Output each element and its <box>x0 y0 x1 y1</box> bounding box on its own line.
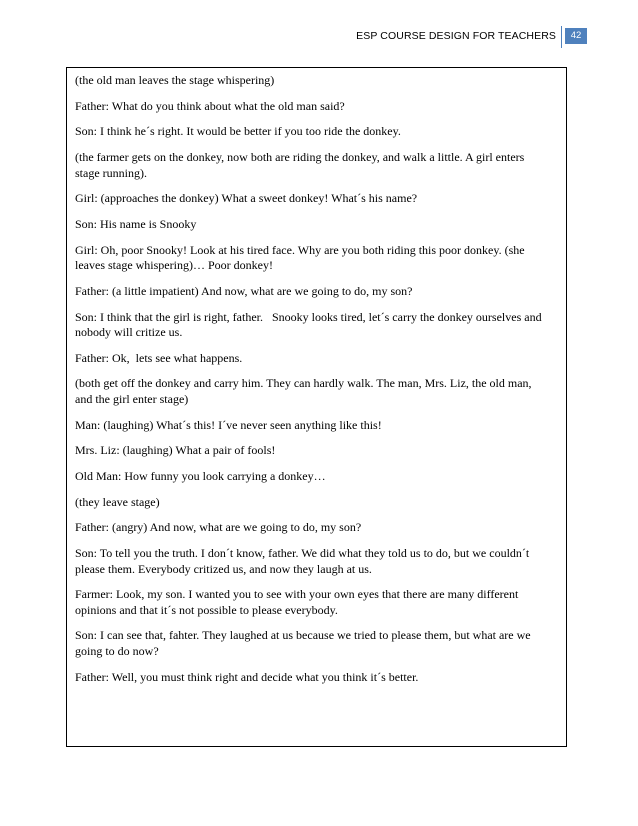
script-line-son: Son: To tell you the truth. I don´t know, father. We did what they told us to do, but we couldn´t please them. Everybody critized us, and now they laugh at us. <box>75 546 530 576</box>
script-line-man: Man: (laughing) What´s this! I´ve never seen anything like this! <box>75 417 382 432</box>
script-line-girl: Girl: (approaches the donkey) What a sweet donkey! What´s his name? <box>75 191 418 206</box>
script-line-stage-direction: (the farmer gets on the donkey, now both are riding the donkey, and walk a little. A girl enters stage running). <box>75 150 525 180</box>
script-line-father: Father: Well, you must think right and decide what you think it´s better. <box>75 669 419 684</box>
running-header-title: ESP COURSE DESIGN FOR TEACHERS <box>356 30 556 42</box>
header-divider <box>561 26 562 48</box>
script-line-farmer: Farmer: Look, my son. I wanted you to see with your own eyes that there are many different opinions and that it´s not possible to please everybody. <box>75 587 519 617</box>
script-line-girl: Girl: Oh, poor Snooky! Look at his tired face. Why are you both riding this poor donkey. (she leaves stage whispering)… Poor donkey! <box>75 242 525 273</box>
page-number-badge: 42 <box>565 28 587 44</box>
script-line-father: Father: (a little impatient) And now, what are we going to do, my son? <box>75 283 413 298</box>
script-line-son: Son: His name is Snooky <box>75 216 197 231</box>
script-line-stage-direction: (they leave stage) <box>75 494 160 509</box>
script-box <box>66 67 567 747</box>
script-line-father: Father: What do you think about what the old man said? <box>75 98 345 113</box>
script-line-stage-direction: (both get off the donkey and carry him. They can hardly walk. The man, Mrs. Liz, the old man, and the girl enter stage) <box>75 376 532 406</box>
script-line-son: Son: I can see that, fahter. They laughed at us because we tried to please them, but what are we going to do now? <box>75 628 531 658</box>
script-line-son: Son: I think that the girl is right, father. Snooky looks tired, let´s carry the donkey ourselves and nobody will critize us. <box>75 309 542 339</box>
page-header <box>0 0 638 52</box>
script-line-son: Son: I think he´s right. It would be better if you too ride the donkey. <box>75 124 401 139</box>
script-line-stage-direction: (the old man leaves the stage whispering) <box>75 73 275 87</box>
script-line-father: Father: Ok, lets see what happens. <box>75 350 243 365</box>
script-line-old-man: Old Man: How funny you look carrying a donkey… <box>75 468 326 483</box>
script-line-father: Father: (angry) And now, what are we going to do, my son? <box>75 520 362 535</box>
script-line-mrs-liz: Mrs. Liz: (laughing) What a pair of fools! <box>75 443 276 458</box>
